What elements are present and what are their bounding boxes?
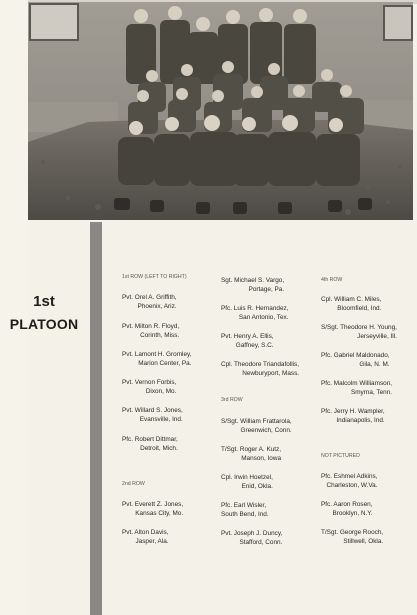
roster-entry: Pvt. Lamont H. Gromley, Marion Center, Pa. (122, 351, 192, 367)
platoon-group-photo (28, 2, 413, 220)
roster-entry: Pfc. Aaron Rosen, Brooklyn, N.Y. (321, 501, 373, 517)
roster-entry: Pfc. Gabriel Maldonado, Gila, N. M. (321, 352, 390, 368)
roster-entry: Pfc. Malcolm Williamson, Smyrna, Tenn. (321, 380, 393, 396)
platoon-heading (8, 291, 80, 335)
roster-entry: Pvt. Henry A. Ellis, Gaffney, S.C. (221, 333, 274, 349)
roster-entry: Pvt. Orel A. Griffith, Phoenix, Ariz. (122, 294, 177, 310)
roster-entry: Pfc. Robert Dittmar, Detroit, Mich. (122, 436, 178, 452)
roster-entry: T/Sgt. George Rooch, Stillwell, Okla. (321, 529, 384, 545)
caption-row-3: 3rd ROW (221, 397, 243, 403)
roster-entry: Cpl. Irwin Hoetzel, Enid, Okla. (221, 474, 273, 490)
roster-entry: Cpl. Theodore Triandafollis, Newburyport, Mass. (221, 361, 300, 377)
roster-entry: Pvt. Everett Z. Jones, Kansas City, Mo. (122, 501, 184, 517)
caption-row-2: 2nd ROW (122, 481, 145, 487)
caption-row-4: 4th ROW (321, 277, 343, 283)
heading-title: PLATOON (9, 316, 79, 332)
roster-entry: Pvt. Milton R. Floyd, Corinth, Miss. (122, 323, 180, 339)
roster-entry: Pfc. Earl Wisler, South Bend, Ind. (221, 502, 269, 518)
roster-entry: S/Sgt. William Frattarola, Greenwich, Conn. (221, 418, 292, 434)
roster-entry: Pvt. Alton Davis, Jasper, Ala. (122, 529, 169, 545)
roster-entry: Cpl. William C. Miles, Bloomfield, Ind. (321, 296, 382, 312)
roster-entry: T/Sgt. Roger A. Kutz, Manson, Iowa (221, 446, 282, 462)
heading-number: 1st (33, 293, 55, 310)
caption-row-1: 1st ROW (LEFT TO RIGHT) (122, 274, 187, 280)
decorative-gray-band (90, 222, 102, 615)
roster-entry: Pvt. Willard S. Jones, Evansville, Ind. (122, 407, 183, 423)
roster-entry: Sgt. Michael S. Vargo, Portage, Pa. (221, 277, 285, 293)
roster-entry: Pvt. Joseph J. Duncy, Stafford, Conn. (221, 530, 283, 546)
roster-entry: Pfc. Eshmel Adkins, Charleston, W.Va. (321, 473, 378, 489)
caption-not-pictured: NOT PICTURED (321, 453, 360, 459)
roster-entry: Pfc. Luis R. Hernandez, San Antonio, Tex. (221, 305, 289, 321)
roster-entry: S/Sgt. Theodore H. Young, Jerseyville, Ill. (321, 324, 397, 340)
roster-entry: Pfc. Jerry H. Wampler, Indianapolis, Ind. (321, 408, 385, 424)
roster-entry: Pvt. Vernon Forbis, Dixon, Mo. (122, 379, 177, 395)
